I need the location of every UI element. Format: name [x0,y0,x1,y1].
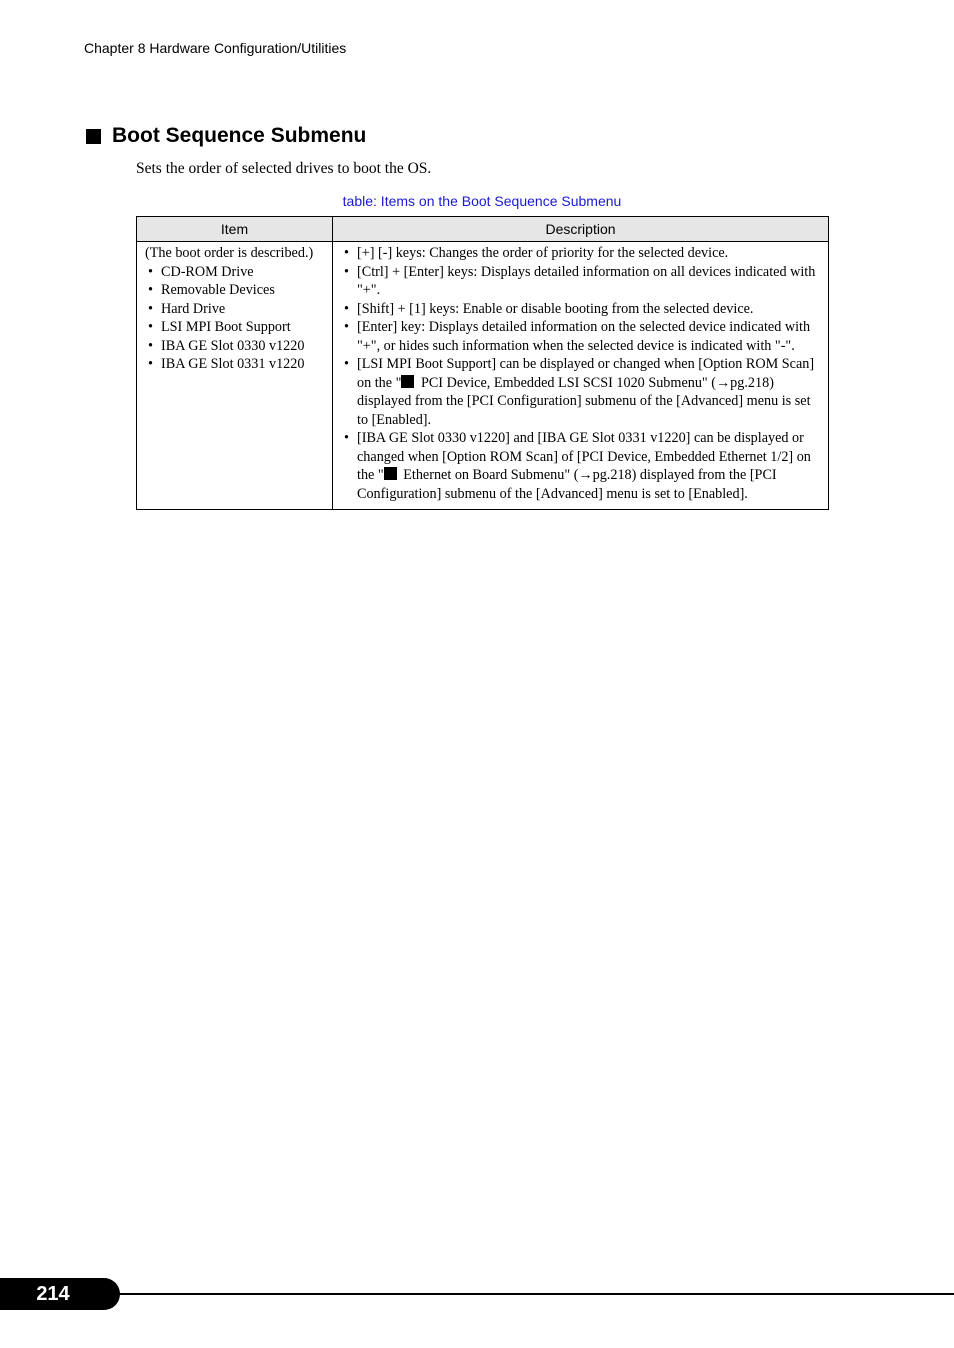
boot-sequence-table [136,216,829,510]
column-header-item: Item [137,217,333,242]
list-item: • IBA GE Slot 0331 v1220 [145,355,326,374]
page-number: 214 [36,1282,70,1305]
table-header-row [137,217,829,242]
description-cell [333,242,829,510]
list-item: • CD-ROM Drive [145,263,326,282]
table-row [137,242,829,510]
description-text: [IBA GE Slot 0330 v1220] and [IBA GE Slot 0331 v1220] can be displayed or changed when [Option ROM Scan] of [PCI Device, Embedded Ethernet 1/2] on the " [357,430,811,483]
column-header-description: Description [333,217,829,242]
description-item: • [Shift] + [1] keys: Enable or disable booting from the selected device. [341,300,822,319]
list-item: • LSI MPI Boot Support [145,318,326,337]
list-item: • Hard Drive [145,300,326,319]
chapter-header: Chapter 8 Hardware Configuration/Utilities [84,40,347,56]
description-list [341,244,822,503]
description-item: • [Enter] key: Displays detailed information on the selected device indicated with "+", or hides such information when the selected device is indicated with "-". [341,318,822,355]
section-title-text: Boot Sequence Submenu [112,124,367,147]
section-title [86,124,366,148]
description-item [341,355,822,429]
description-item [341,429,822,503]
list-item: • Removable Devices [145,281,326,300]
boot-order-list [145,263,326,374]
description-item: • [Ctrl] + [Enter] keys: Displays detailed information on all devices indicated with "+". [341,263,822,300]
footer-rule [110,1293,954,1295]
description-item: • [+] [-] keys: Changes the order of priority for the selected device. [341,244,822,263]
table-caption: table: Items on the Boot Sequence Submenu [342,193,622,209]
item-cell [137,242,333,510]
item-intro: (The boot order is described.) [145,245,314,261]
section-intro: Sets the order of selected drives to boot the OS. [136,160,432,177]
description-text: PCI Device, Embedded LSI SCSI 1020 Submenu" (→pg.218) displayed from the [PCI Configuration] submenu of the [Advanced] menu is set to [Enabled]. [357,374,811,428]
square-icon [384,467,397,480]
description-text: [LSI MPI Boot Support] can be displayed or changed when [Option ROM Scan] on the " [357,356,815,391]
description-text: Ethernet on Board Submenu" (→pg.218) displayed from the [PCI Configuration] submenu of the [Advanced] menu is set to [Enabled]. [357,467,777,502]
square-icon [401,375,414,388]
list-item: • IBA GE Slot 0330 v1220 [145,337,326,356]
page-number-tab [0,1278,120,1310]
square-bullet-icon [86,129,101,144]
